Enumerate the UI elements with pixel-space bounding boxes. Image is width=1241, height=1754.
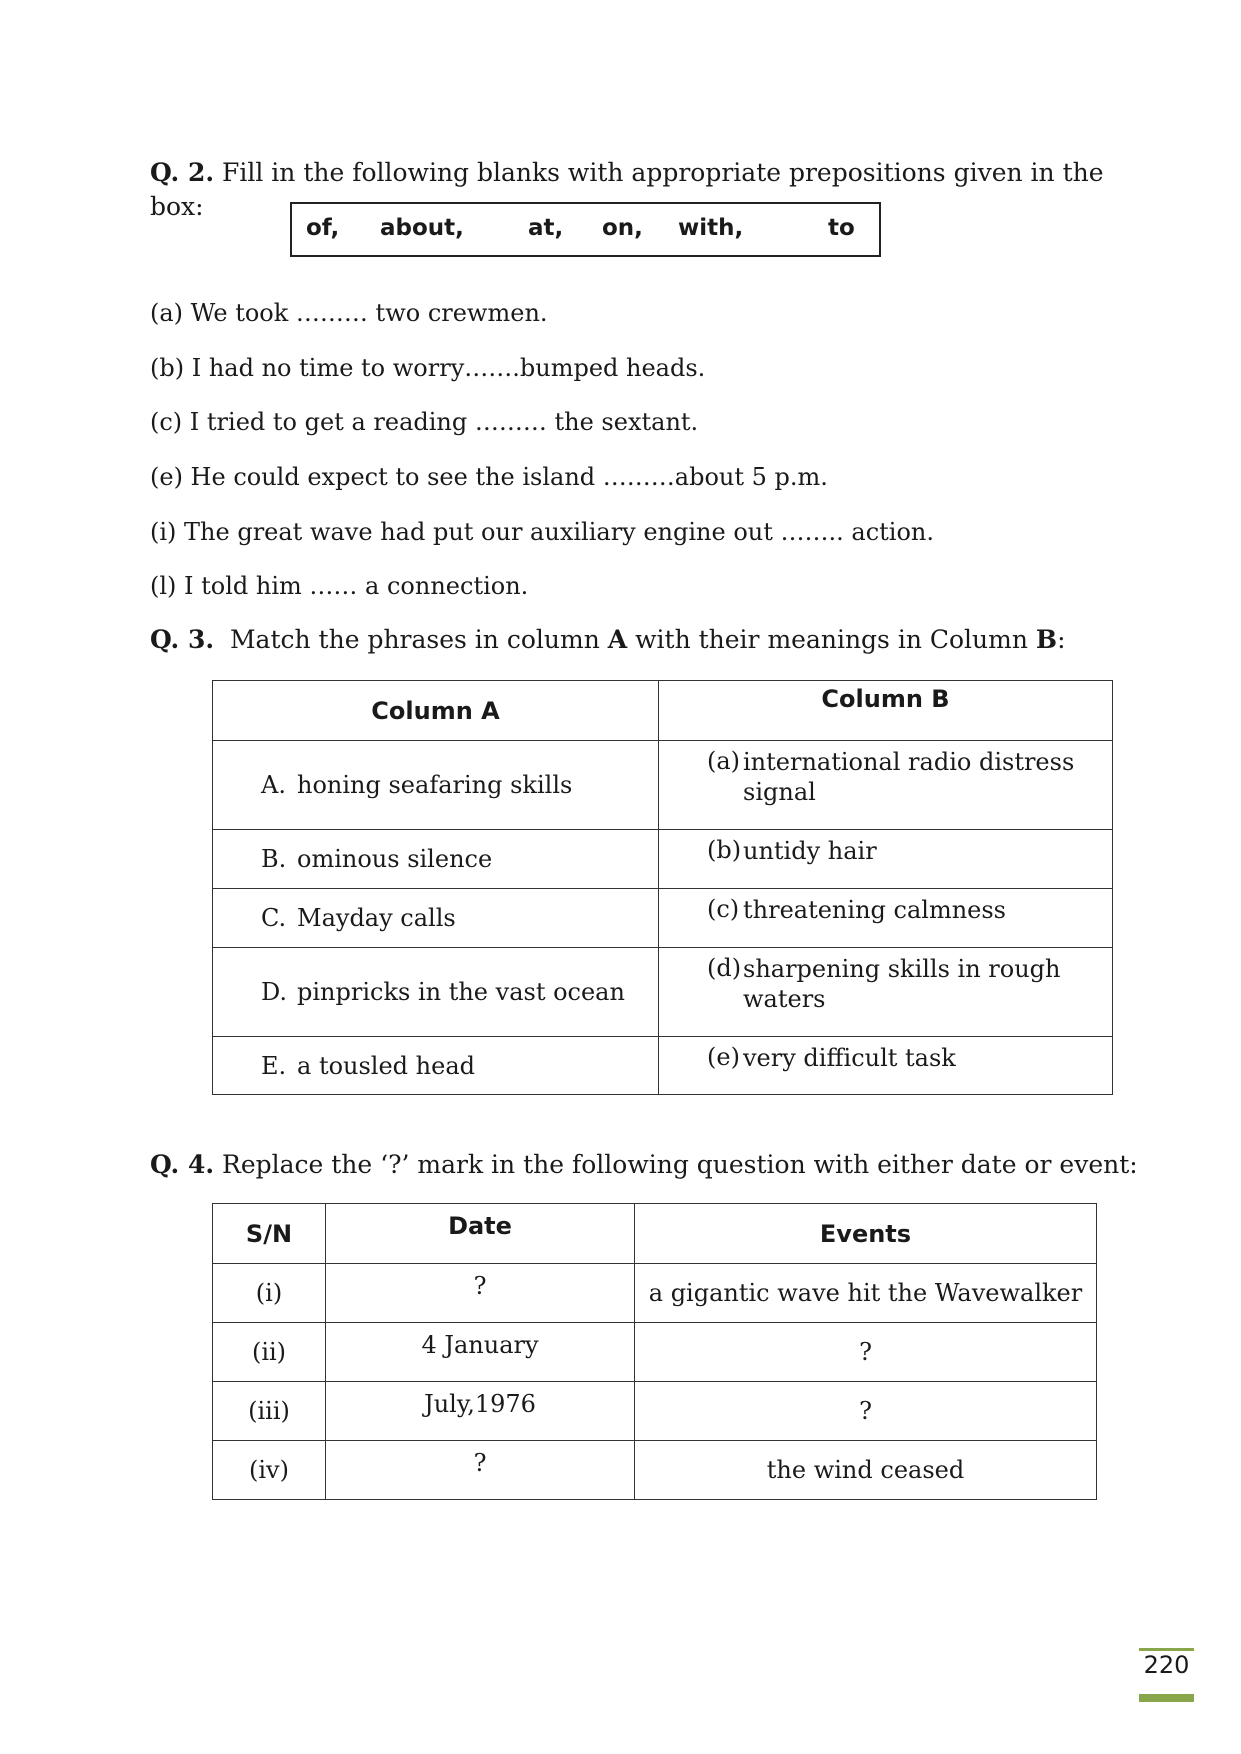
q2-prompt-line1: Fill in the following blanks with appropriate prepositions given in the xyxy=(222,158,1104,187)
column-a-header: Column A xyxy=(213,681,659,741)
meaning: very difficult task xyxy=(743,1044,956,1072)
preposition-word: on, xyxy=(602,215,643,241)
q3-prompt xyxy=(150,623,1066,657)
table-row xyxy=(213,1264,1097,1323)
column-a-cell xyxy=(213,1037,659,1095)
row-label: (c) xyxy=(707,895,740,923)
date-cell: ? xyxy=(326,1441,635,1500)
row-label: A. xyxy=(261,771,286,799)
phrase: a tousled head xyxy=(297,1051,476,1080)
sn-cell: (i) xyxy=(213,1264,326,1323)
q2-item: (l) I told him …… a connection. xyxy=(150,572,529,600)
column-b-cell xyxy=(659,889,1113,948)
meaning: threatening calmness xyxy=(743,896,1006,924)
column-b-cell xyxy=(659,948,1113,1037)
meaning: untidy hair xyxy=(743,837,877,865)
preposition-word: with, xyxy=(678,215,744,241)
preposition-word: to xyxy=(828,215,855,241)
q2-item: (e) He could expect to see the island ………about 5 p.m. xyxy=(150,463,828,491)
sn-cell: (iv) xyxy=(213,1441,326,1500)
match-table xyxy=(212,680,1113,1095)
sn-cell: (ii) xyxy=(213,1323,326,1382)
row-label: E. xyxy=(261,1051,287,1080)
row-label: (b) xyxy=(707,836,742,864)
q4-prompt-text: Replace the ‘?’ mark in the following question with either date or event: xyxy=(222,1150,1138,1179)
sn-cell: (iii) xyxy=(213,1382,326,1441)
row-label: C. xyxy=(261,904,287,932)
events-header: Events xyxy=(635,1204,1097,1264)
phrase: honing seafaring skills xyxy=(297,771,573,799)
q2-item: (a) We took ……… two crewmen. xyxy=(150,299,548,327)
column-a-cell xyxy=(213,830,659,889)
q3-prompt-text: with their meanings in Column xyxy=(635,625,1028,654)
column-a-cell xyxy=(213,889,659,948)
phrase: Mayday calls xyxy=(297,904,456,932)
table-row xyxy=(213,948,1113,1037)
date-header: Date xyxy=(326,1204,635,1264)
preposition-word: of, xyxy=(306,215,340,241)
q2-item: (i) The great wave had put our auxiliary engine out …….. action. xyxy=(150,518,935,546)
row-label: (e) xyxy=(707,1043,740,1071)
table-row xyxy=(213,1441,1097,1500)
date-event-table xyxy=(212,1203,1097,1500)
date-cell: ? xyxy=(326,1264,635,1323)
dates-header-row xyxy=(213,1204,1097,1264)
date-cell: 4 January xyxy=(326,1323,635,1382)
q3-number: Q. 3. xyxy=(150,625,215,654)
q2-number: Q. 2. xyxy=(150,158,215,187)
q2-prompt xyxy=(150,156,1104,190)
q3-prompt-colon: : xyxy=(1057,625,1066,654)
q3-prompt-text: Match the phrases in column xyxy=(229,625,600,654)
q4-number: Q. 4. xyxy=(150,1150,215,1179)
row-label: (a) xyxy=(707,747,741,775)
q4-prompt xyxy=(150,1148,1138,1182)
column-b-cell xyxy=(659,1037,1113,1095)
q2-prompt-line2: box: xyxy=(150,192,204,221)
sn-header: S/N xyxy=(213,1204,326,1264)
row-label: D. xyxy=(261,978,288,1006)
preposition-word: about, xyxy=(380,215,464,241)
column-a-cell xyxy=(213,948,659,1037)
page-number: 220 xyxy=(1139,1648,1194,1681)
table-row xyxy=(213,1037,1113,1095)
q3-column-b-ref: B xyxy=(1035,625,1058,654)
row-label: (d) xyxy=(707,954,742,982)
table-row xyxy=(213,889,1113,948)
column-b-header: Column B xyxy=(659,681,1113,741)
column-a-cell xyxy=(213,741,659,830)
date-cell: July,1976 xyxy=(326,1382,635,1441)
match-header-row xyxy=(213,681,1113,741)
phrase: ominous silence xyxy=(297,845,493,873)
q2-item: (b) I had no time to worry…….bumped heads. xyxy=(150,354,706,382)
event-cell: ? xyxy=(635,1323,1097,1382)
table-row xyxy=(213,1382,1097,1441)
event-cell: ? xyxy=(635,1382,1097,1441)
column-b-cell xyxy=(659,741,1113,830)
column-b-cell xyxy=(659,830,1113,889)
q2-item: (c) I tried to get a reading ……… the sextant. xyxy=(150,408,699,436)
preposition-word: at, xyxy=(528,215,564,241)
meaning: international radio distress signal xyxy=(743,748,1075,806)
phrase: pinpricks in the vast ocean xyxy=(297,978,625,1006)
row-label: B. xyxy=(261,845,287,873)
page-number-accent-bar xyxy=(1139,1694,1194,1702)
table-row xyxy=(213,830,1113,889)
preposition-box xyxy=(290,202,881,257)
table-row xyxy=(213,741,1113,830)
meaning: sharpening skills in rough waters xyxy=(743,955,1061,1013)
event-cell: the wind ceased xyxy=(635,1441,1097,1500)
event-cell: a gigantic wave hit the Wavewalker xyxy=(635,1264,1097,1323)
q3-column-a-ref: A xyxy=(607,625,628,654)
table-row xyxy=(213,1323,1097,1382)
